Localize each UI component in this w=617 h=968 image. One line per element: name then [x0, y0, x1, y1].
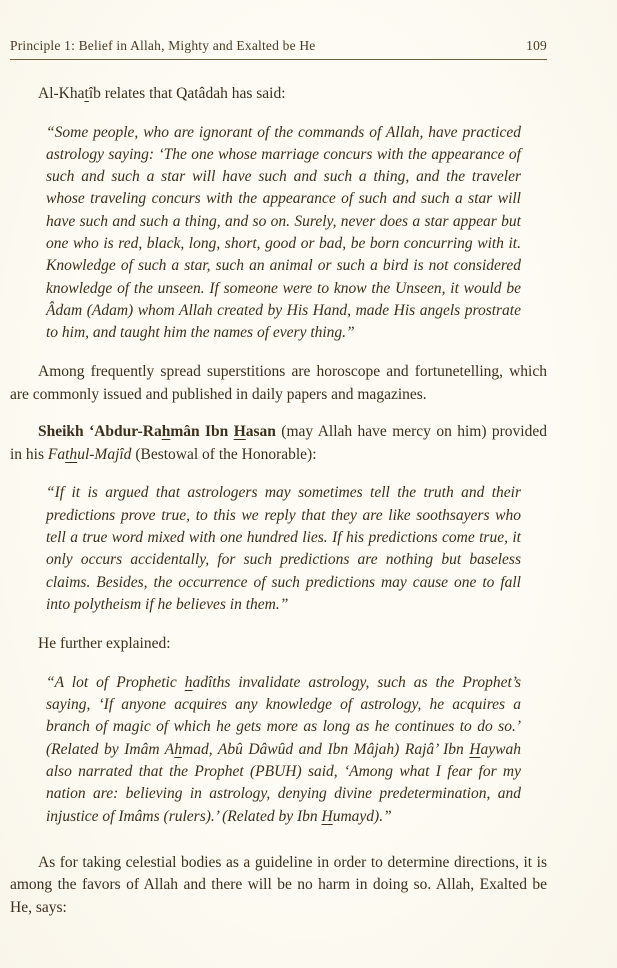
- text-segment: umayd).”: [332, 807, 392, 825]
- quote-fathul-majid: [46, 482, 521, 616]
- text-segment: “A lot of Prophetic: [46, 673, 185, 691]
- text-segment: asan: [245, 423, 276, 441]
- text-segment: “Some people, who are ignorant of the commands of Allah, have practiced astrology saying: ‘The one whose marriage concurs with the appearance of such and such a star will have such and such a thing, and the traveler whose traveling concurs with the appearance of such and such a star will have such and such a thing, and so on. Surely, never does a star appear but one who is red, black, long, short, good or bad, be born concurring with it. Knowledge of such a star, such an animal or such a bird is not considered knowledge of the unseen. If someone were to know the Unseen, it would be Âdam (Adam) whom Allah created by His Hand, made His angels prostrate to him, and taught him the names of every thing.”: [46, 123, 521, 342]
- page-number: 109: [526, 38, 547, 53]
- text-segment: (may Allah have mercy on him) provided in his: [10, 423, 547, 463]
- paragraph-further-explained: [10, 633, 547, 656]
- running-header-title: Principle 1: Belief in Allah, Mighty and Exalted be He: [10, 38, 316, 53]
- paragraph-celestial-guideline: [10, 852, 547, 920]
- text-segment: H: [233, 423, 246, 441]
- text-segment: ul-Majîd: [77, 445, 132, 463]
- text-segment: t: [84, 85, 89, 102]
- paragraph-sheikh-intro: [10, 421, 547, 466]
- text-segment: h: [184, 673, 193, 691]
- text-segment: H: [321, 807, 333, 825]
- text-segment: mad, Abû Dâwûd and Ibn Mâjah) Rajâ’ Ibn: [182, 740, 470, 758]
- paragraph-superstitions: [10, 361, 547, 406]
- text-segment: “If it is argued that astrologers may sometimes tell the truth and their predictions prove true, to this we reply that they are like soothsayers who tell a true word mixed with one hundred lies. If his predictions come true, it only occurs accidentally, for such predictions are nothing but baseless claims. Besides, the occurrence of such predictions may cause one to fall into polytheism if he believes in them.”: [46, 484, 521, 613]
- text-segment: (Bestowal of the Honorable):: [131, 445, 317, 463]
- text-segment: th: [65, 445, 78, 463]
- paragraph-khatib-intro: [10, 83, 547, 106]
- text-segment: He further explained:: [38, 635, 171, 653]
- text-segment: mân Ibn: [170, 423, 234, 441]
- text-segment: h: [161, 423, 171, 441]
- text-segment: adîths invalidate astrology, such as the Prophet’s saying, ‘If anyone acquires any knowledge of astrology, he acquires a branch of magic of which he gets more as long as he continues to do so.’ (Related by Imâm A: [46, 673, 521, 758]
- text-segment: Sheikh ‘Abdur-Ra: [38, 423, 162, 441]
- text-segment: Al-Kha: [38, 85, 85, 102]
- text-segment: Among frequently spread superstitions are horoscope and fortunetelling, which are commonly issued and published in daily papers and magazines.: [10, 363, 547, 403]
- text-segment: aywah also narrated that the Prophet (PBUH) said, ‘Among what I fear for my nation are: believing in astrology, denying divine predetermination, and injustice of Imâms (rulers).’ (Related by Ibn: [46, 740, 521, 825]
- text-segment: As for taking celestial bodies as a guideline in order to determine directions, it is among the favors of Allah and there will be no harm in doing so. Allah, Exalted be He, says:: [10, 853, 547, 916]
- page-body: [10, 60, 547, 919]
- text-segment: Fa: [47, 445, 66, 463]
- running-header: [10, 38, 547, 60]
- text-segment: îb relates that Qatâdah has said:: [88, 85, 286, 102]
- quote-hadiths-astrology: [46, 672, 521, 828]
- quote-qatadah: [46, 122, 521, 345]
- text-segment: h: [174, 740, 183, 758]
- text-segment: H: [469, 740, 481, 758]
